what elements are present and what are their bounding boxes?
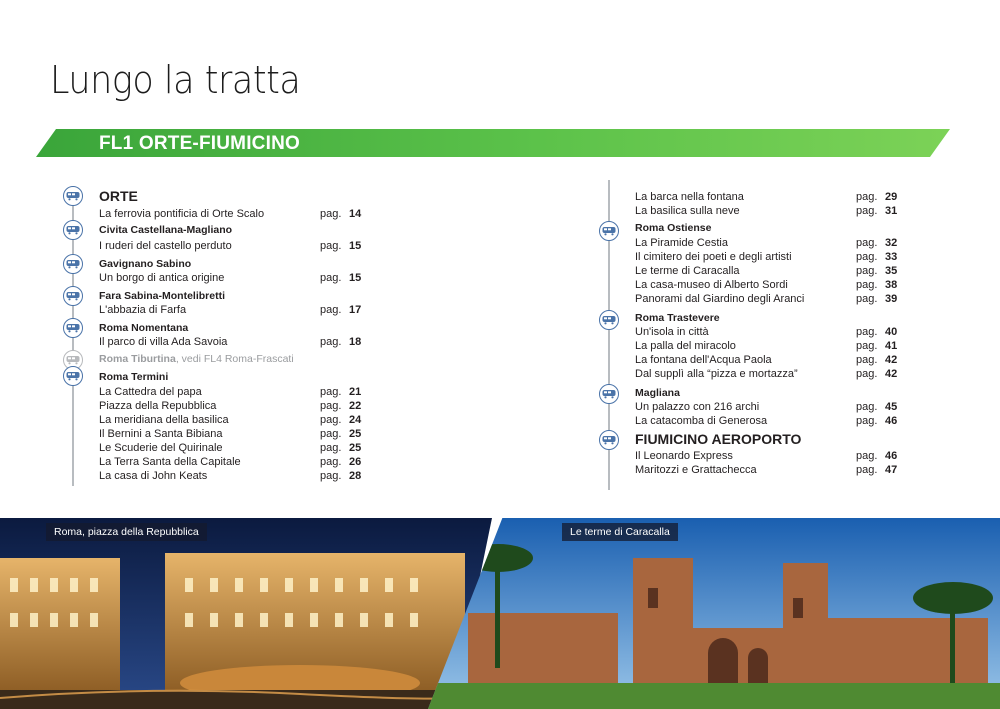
toc-entry	[99, 456, 369, 470]
stop-name-text: FIUMICINO AEROPORTO	[635, 431, 802, 447]
stop-name-text: Roma Trastevere	[635, 312, 720, 324]
train-station-icon	[63, 286, 83, 306]
toc-entry	[99, 428, 369, 442]
toc-entry-page-number: 24	[349, 414, 362, 426]
stop-name	[99, 224, 232, 236]
stop-name	[99, 290, 225, 302]
toc-entry-title: La ferrovia pontificia di Orte Scalo	[99, 208, 265, 220]
stop-note: , vedi FL4 Roma-Frascati	[175, 353, 294, 365]
toc-entry	[635, 464, 905, 478]
photo-piazza-repubblica	[0, 518, 492, 709]
toc-entry-title: Il parco di villa Ada Savoia	[99, 336, 228, 348]
toc-entry	[635, 251, 905, 265]
toc-entry-page-number: 26	[349, 456, 362, 468]
toc-entry-pag-label: pag.	[320, 442, 342, 454]
stop-name	[99, 353, 294, 365]
toc-entry-page-number: 31	[885, 205, 898, 217]
toc-entry-pag-label: pag.	[320, 428, 342, 440]
photo-caption-left: Roma, piazza della Repubblica	[46, 523, 207, 541]
toc-entry-page-number: 38	[885, 279, 898, 291]
toc-entry-title: I ruderi del castello perduto	[99, 240, 232, 252]
toc-entry	[635, 279, 905, 293]
toc-entry-page-number: 42	[885, 368, 898, 380]
toc-entry-pag-label: pag.	[320, 400, 342, 412]
toc-entry	[635, 205, 905, 219]
train-station-icon	[63, 254, 83, 274]
stop-name	[635, 431, 801, 447]
toc-entry-page-number: 35	[885, 265, 898, 277]
toc-entry-pag-label: pag.	[856, 415, 878, 427]
toc-entry-pag-label: pag.	[856, 265, 878, 277]
stop-name-text: Gavignano Sabino	[99, 258, 192, 270]
train-station-icon	[63, 220, 83, 240]
toc-entry-title: La casa di John Keats	[99, 470, 208, 482]
toc-entry-page-number: 15	[349, 272, 362, 284]
toc-entry-pag-label: pag.	[856, 279, 878, 291]
toc-entry-page-number: 14	[349, 208, 362, 220]
stop-name	[635, 312, 720, 324]
toc-entry	[635, 450, 905, 464]
toc-entry-page-number: 40	[885, 326, 898, 338]
toc-entry	[99, 240, 369, 254]
toc-entry-pag-label: pag.	[320, 456, 342, 468]
stop-name-text: Roma Termini	[99, 371, 169, 383]
toc-entry-title: La Piramide Cestia	[635, 237, 728, 249]
toc-entry	[635, 401, 905, 415]
train-station-icon	[599, 310, 619, 330]
toc-entry-title: Le Scuderie del Quirinale	[99, 442, 223, 454]
toc-entry-title: La catacomba di Generosa	[635, 415, 768, 427]
toc-entry-title: L'abbazia di Farfa	[99, 304, 187, 316]
toc-entry-page-number: 25	[349, 442, 362, 454]
stop-name-text: ORTE	[99, 188, 138, 204]
toc-entry-page-number: 46	[885, 415, 898, 427]
toc-entry-page-number: 17	[349, 304, 362, 316]
toc-entry-pag-label: pag.	[320, 336, 342, 348]
stop-name	[99, 371, 168, 383]
toc-entry	[635, 237, 905, 251]
toc-entry-title: La barca nella fontana	[635, 191, 744, 203]
toc-entry	[99, 272, 369, 286]
stop-name-text: Fara Sabina-Montelibretti	[99, 290, 226, 302]
toc-entry-title: Un palazzo con 216 archi	[635, 401, 760, 413]
train-station-icon	[63, 186, 83, 206]
toc-entry-page-number: 46	[885, 450, 898, 462]
train-station-icon	[599, 221, 619, 241]
stop-name-text: Roma Nomentana	[99, 322, 189, 334]
toc-entry	[635, 326, 905, 340]
toc-entry	[99, 336, 369, 350]
toc-entry-pag-label: pag.	[320, 272, 342, 284]
stop-name-text: Magliana	[635, 387, 680, 399]
toc-entry	[99, 470, 369, 484]
toc-entry-pag-label: pag.	[856, 205, 878, 217]
toc-entry-title: Il Leonardo Express	[635, 450, 733, 462]
toc-entry-pag-label: pag.	[856, 340, 878, 352]
toc-entry	[99, 386, 369, 400]
toc-entry	[635, 354, 905, 368]
toc-entry-pag-label: pag.	[320, 470, 342, 482]
toc-entry-page-number: 41	[885, 340, 898, 352]
train-station-icon	[63, 318, 83, 338]
stop-name	[99, 188, 138, 204]
toc-entry-pag-label: pag.	[856, 354, 878, 366]
toc-entry-title: Un borgo di antica origine	[99, 272, 225, 284]
toc-entry-title: La basilica sulla neve	[635, 205, 740, 217]
toc-entry-page-number: 25	[349, 428, 362, 440]
toc-entry	[635, 415, 905, 429]
toc-entry-page-number: 28	[349, 470, 362, 482]
toc-entry-page-number: 32	[885, 237, 898, 249]
toc-entry-pag-label: pag.	[320, 414, 342, 426]
toc-entry	[99, 442, 369, 456]
stop-name-text: Roma Ostiense	[635, 222, 712, 234]
toc-entry-title: Maritozzi e Grattachecca	[635, 464, 757, 476]
left-stop-list	[60, 180, 380, 490]
toc-entry-page-number: 47	[885, 464, 898, 476]
toc-entry-page-number: 33	[885, 251, 898, 263]
toc-entry-title: La fontana dell'Acqua Paola	[635, 354, 772, 366]
toc-entry-pag-label: pag.	[320, 208, 342, 220]
stop-name	[99, 322, 188, 334]
toc-entry-title: Le terme di Caracalla	[635, 265, 740, 277]
right-stop-list	[596, 180, 916, 490]
toc-entry	[635, 293, 905, 307]
page-title: Lungo la tratta	[50, 58, 301, 102]
toc-entry-title: La palla del miracolo	[635, 340, 736, 352]
toc-entry-title: La casa-museo di Alberto Sordi	[635, 279, 788, 291]
toc-entry-pag-label: pag.	[320, 386, 342, 398]
toc-entry-pag-label: pag.	[856, 326, 878, 338]
toc-entry-title: Il Bernini a Santa Bibiana	[99, 428, 223, 440]
toc-entry-page-number: 15	[349, 240, 362, 252]
toc-entry-title: Un'isola in città	[635, 326, 709, 338]
toc-entry	[99, 414, 369, 428]
toc-entry-page-number: 42	[885, 354, 898, 366]
toc-entry-title: Il cimitero dei poeti e degli artisti	[635, 251, 792, 263]
toc-entry	[635, 368, 905, 382]
toc-entry-title: La meridiana della basilica	[99, 414, 229, 426]
toc-entry-page-number: 21	[349, 386, 362, 398]
toc-entry-pag-label: pag.	[320, 240, 342, 252]
toc-entry	[99, 208, 369, 222]
toc-entry	[635, 265, 905, 279]
toc-entry-pag-label: pag.	[856, 191, 878, 203]
toc-entry-title: La Cattedra del papa	[99, 386, 202, 398]
toc-entry-pag-label: pag.	[856, 368, 878, 380]
stop-name-text: Civita Castellana-Magliano	[99, 224, 233, 236]
toc-entry-pag-label: pag.	[856, 450, 878, 462]
toc-entry-page-number: 22	[349, 400, 362, 412]
toc-entry-title: Panorami dal Giardino degli Aranci	[635, 293, 805, 305]
stop-name-text: Roma Tiburtina	[99, 353, 176, 365]
toc-entry-pag-label: pag.	[856, 237, 878, 249]
train-station-icon	[599, 430, 619, 450]
toc-entry-pag-label: pag.	[320, 304, 342, 316]
toc-entry	[99, 304, 369, 318]
train-station-icon	[599, 384, 619, 404]
toc-entry	[635, 191, 905, 205]
train-station-icon	[63, 366, 83, 386]
toc-entry-page-number: 45	[885, 401, 898, 413]
toc-entry-page-number: 39	[885, 293, 898, 305]
toc-entry	[99, 400, 369, 414]
toc-entry-page-number: 18	[349, 336, 362, 348]
photo-caption-right: Le terme di Caracalla	[562, 523, 678, 541]
stop-name	[99, 258, 191, 270]
toc-entry-pag-label: pag.	[856, 401, 878, 413]
stop-name	[635, 387, 680, 399]
stop-name	[635, 222, 711, 234]
toc-entry-pag-label: pag.	[856, 464, 878, 476]
toc-entry-title: Piazza della Repubblica	[99, 400, 217, 412]
toc-entry	[635, 340, 905, 354]
toc-entry-pag-label: pag.	[856, 293, 878, 305]
toc-entry-page-number: 29	[885, 191, 898, 203]
route-banner-title: FL1 ORTE-FIUMICINO	[99, 133, 300, 154]
photo-terme-caracalla	[428, 518, 1000, 709]
toc-entry-pag-label: pag.	[856, 251, 878, 263]
toc-entry-title: La Terra Santa della Capitale	[99, 456, 241, 468]
toc-entry-title: Dal supplì alla “pizza e mortazza”	[635, 368, 798, 380]
